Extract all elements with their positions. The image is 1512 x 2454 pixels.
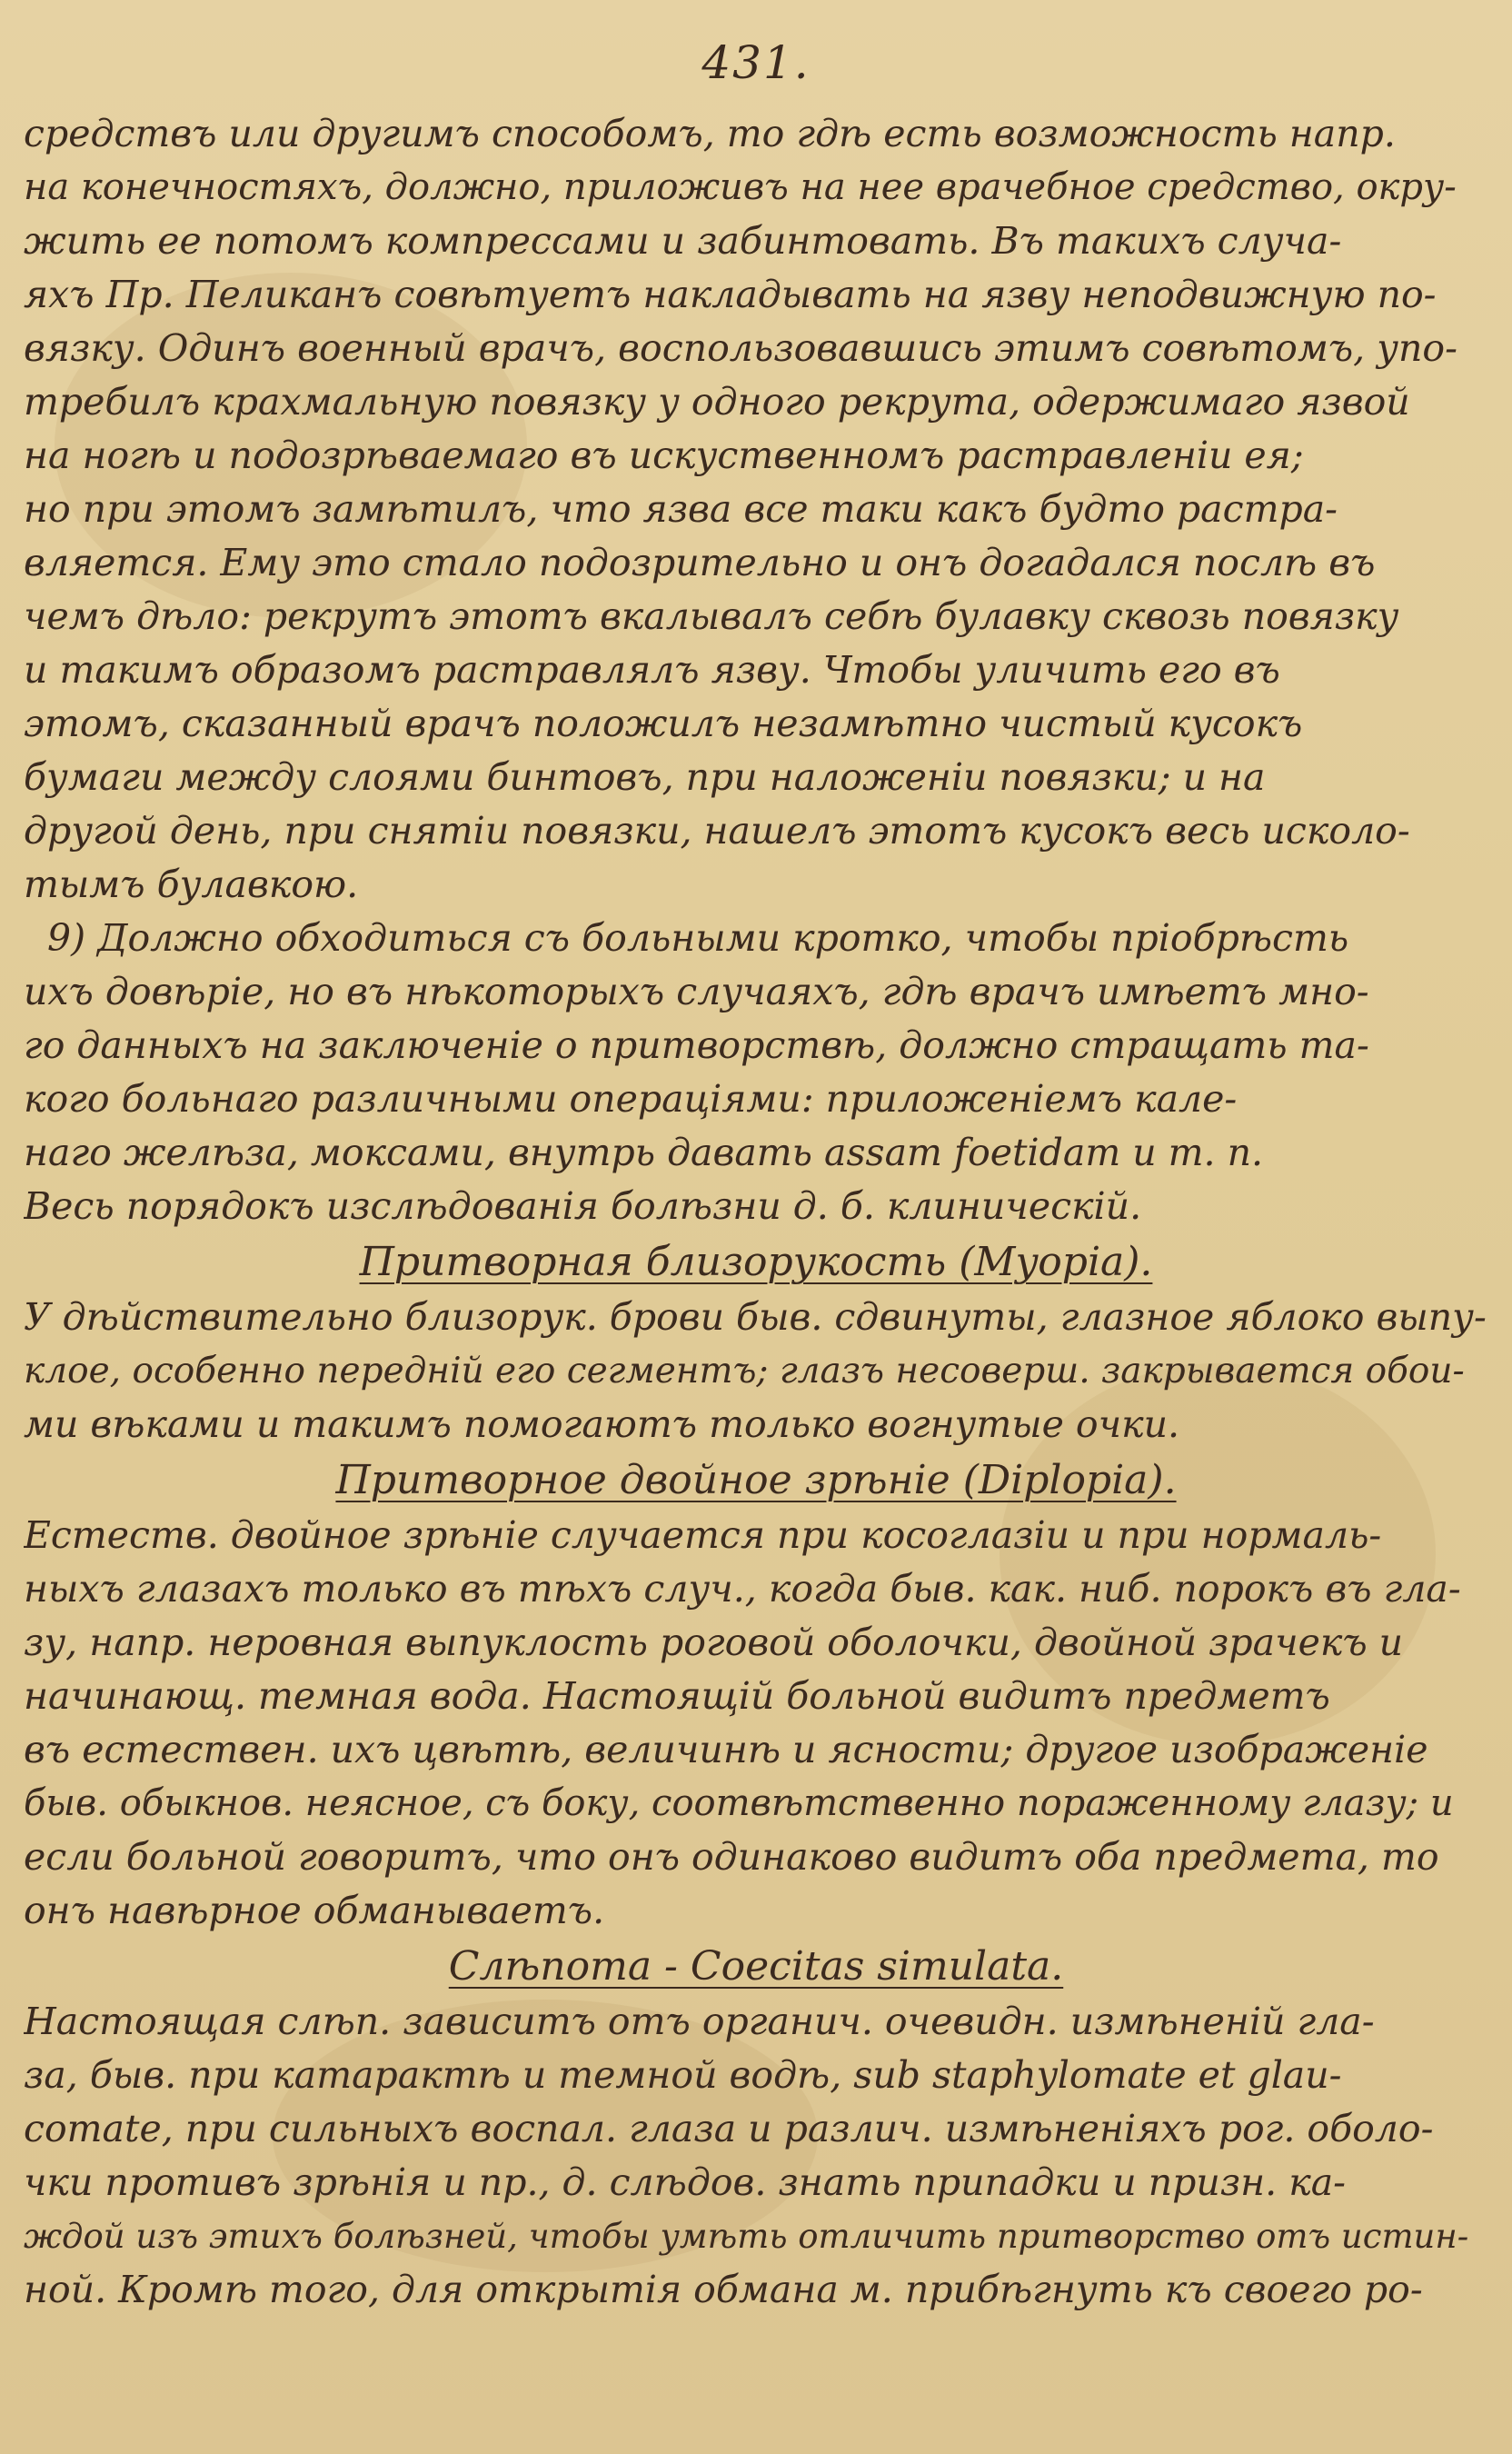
text-line: ихъ довѣрiе, но въ нѣкоторыхъ случаяхъ, гдѣ врачъ имѣетъ мно- [24,970,1369,1013]
manuscript-text [24,107,1488,2317]
text-line: въ естествен. ихъ цвѣтѣ, величинѣ и ясности; другое изображенiе [24,1728,1428,1771]
text-line: вязку. Одинъ военный врачъ, воспользовавшись этимъ совѣтомъ, упо- [24,326,1457,370]
text-line: ждой изъ этихъ болѣзней, чтобы умѣть отличить притворство отъ истин- [24,2217,1469,2256]
text-line: чки противъ зрѣнiя и пр., д. слѣдов. знать припадки и призн. ка- [24,2160,1346,2204]
text-line: Настоящая слѣп. зависитъ отъ органич. очевидн. измѣненiй гла- [24,2000,1375,2043]
text-line: средствъ или другимъ способомъ, то гдѣ есть возможность напр. [24,112,1396,155]
text-line: если больной говоритъ, что онъ одинаково видитъ оба предмета, то [24,1835,1439,1879]
section-heading: Притворная близорукость (Myopia). [359,1239,1153,1285]
text-line: быв. обыкнов. неясное, съ боку, соотвѣтственно пораженному глазу; и [24,1782,1454,1824]
text-line: этомъ, сказанный врачъ положилъ незамѣтно чистый кусокъ [24,702,1303,745]
text-line: другой день, при снятiи повязки, нашелъ этотъ кусокъ весь исколо- [24,809,1410,853]
text-line: ми вѣками и такимъ помогаютъ только вогнутые очки. [24,1402,1180,1446]
text-line: онъ навѣрное обманываетъ. [24,1889,605,1932]
text-line: клое, особенно переднiй его сегментъ; глазъ несоверш. закрывается обои- [24,1351,1465,1392]
text-line: за, быв. при катарактѣ и темной водѣ, sub staphylomate et glau- [24,2053,1342,2097]
text-line: Естеств. двойное зрѣнiе случается при косоглазiи и при нормаль- [24,1513,1382,1557]
text-line: но при этомъ замѣтилъ, что язва все таки какъ будто растра- [24,487,1338,531]
text-line: comate, при сильныхъ воспал. глаза и различ. измѣненiяхъ рог. оболо- [24,2107,1434,2150]
text-line: требилъ крахмальную повязку у одного рекрута, одержимаго язвой [24,380,1410,424]
text-line: 9) Должно обходиться съ больными кротко, чтобы прiобрѣсть [47,916,1349,960]
text-line: яхъ Пр. Пеликанъ совѣтуетъ накладывать на язву неподвижную по- [24,273,1437,316]
text-line: У дѣйствительно близорук. брови быв. сдвинуты, глазное яблоко выпу- [24,1295,1487,1339]
section-heading: Притворное двойное зрѣнiе (Diplopia). [335,1457,1177,1503]
section-heading: Слѣпота - Coecitas simulata. [448,1943,1064,1990]
text-line: на ногѣ и подозрѣваемаго въ искуственномъ растравленiи ея; [24,434,1304,477]
text-line: вляется. Ему это стало подозрительно и онъ догадался послѣ въ [24,541,1376,584]
text-line: начинающ. темная вода. Настоящiй больной видитъ предметъ [24,1674,1330,1718]
text-line: на конечностяхъ, должно, приложивъ на нее врачебное средство, окру- [24,166,1457,208]
text-line: наго желѣза, моксами, внутрь давать assam foetidam и т. п. [24,1131,1264,1174]
text-line: зу, напр. неровная выпуклость роговой оболочки, двойной зрачекъ и [24,1621,1404,1664]
text-line: и такимъ образомъ растравлялъ язву. Чтобы уличить его въ [24,648,1280,692]
page-number: 431. [701,36,811,89]
text-line: тымъ булавкою. [24,863,359,906]
text-line: Весь порядокъ изслѣдованiя болѣзни д. б. клиническiй. [24,1184,1142,1228]
text-line: кого больнаго различными операцiями: приложенiемъ кале- [24,1077,1238,1121]
text-line: ныхъ глазахъ только въ тѣхъ случ., когда быв. как. ниб. порокъ въ гла- [24,1567,1461,1611]
text-line: жить ее потомъ компрессами и забинтовать. Въ такихъ случа- [24,219,1342,263]
text-line: го данныхъ на заключенiе о притворствѣ, должно стращать та- [24,1023,1369,1067]
text-line: бумаги между слоями бинтовъ, при наложенiи повязки; и на [24,755,1266,799]
text-line: чемъ дѣло: рекрутъ этотъ вкалывалъ себѣ булавку сквозь повязку [24,594,1399,638]
text-line: ной. Кромѣ того, для открытiя обмана м. прибѣгнуть къ своего ро- [24,2268,1423,2311]
